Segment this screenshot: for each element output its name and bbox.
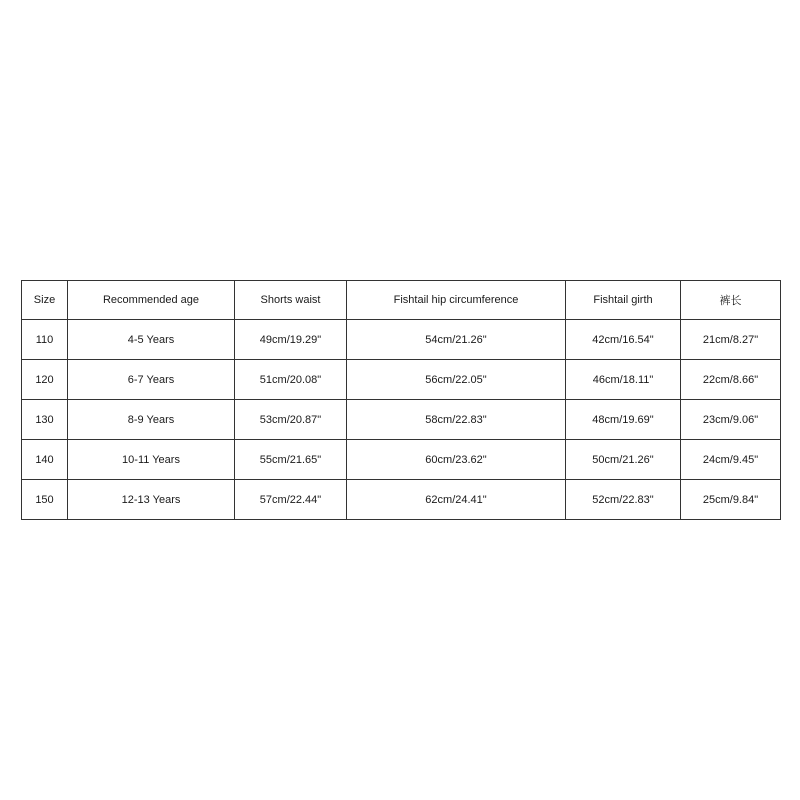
cell-size: 130	[22, 400, 68, 440]
header-fishtail-hip: Fishtail hip circumference	[347, 281, 566, 320]
cell-girth: 52cm/22.83"	[566, 480, 681, 520]
cell-girth: 42cm/16.54"	[566, 320, 681, 360]
cell-age: 8-9 Years	[68, 400, 235, 440]
table-row	[22, 440, 781, 480]
cell-size: 120	[22, 360, 68, 400]
cell-waist: 55cm/21.65"	[235, 440, 347, 480]
cell-length: 21cm/8.27"	[681, 320, 781, 360]
cell-girth: 48cm/19.69"	[566, 400, 681, 440]
cell-length: 22cm/8.66"	[681, 360, 781, 400]
cell-hip: 60cm/23.62"	[347, 440, 566, 480]
cell-hip: 62cm/24.41"	[347, 480, 566, 520]
cell-length: 23cm/9.06"	[681, 400, 781, 440]
cell-girth: 46cm/18.11"	[566, 360, 681, 400]
header-fishtail-girth: Fishtail girth	[566, 281, 681, 320]
header-recommended-age: Recommended age	[68, 281, 235, 320]
cell-age: 4-5 Years	[68, 320, 235, 360]
cell-size: 150	[22, 480, 68, 520]
cell-girth: 50cm/21.26"	[566, 440, 681, 480]
header-row	[22, 281, 781, 320]
cell-waist: 49cm/19.29"	[235, 320, 347, 360]
header-shorts-waist: Shorts waist	[235, 281, 347, 320]
cell-age: 12-13 Years	[68, 480, 235, 520]
header-size: Size	[22, 281, 68, 320]
table-row	[22, 480, 781, 520]
cell-age: 6-7 Years	[68, 360, 235, 400]
table-row	[22, 400, 781, 440]
size-chart-table	[21, 280, 781, 520]
cell-waist: 51cm/20.08"	[235, 360, 347, 400]
cell-hip: 54cm/21.26"	[347, 320, 566, 360]
table-row	[22, 360, 781, 400]
cell-age: 10-11 Years	[68, 440, 235, 480]
cell-waist: 57cm/22.44"	[235, 480, 347, 520]
header-pants-length: 裤长	[681, 281, 781, 320]
cell-length: 24cm/9.45"	[681, 440, 781, 480]
cell-waist: 53cm/20.87"	[235, 400, 347, 440]
cell-size: 110	[22, 320, 68, 360]
cell-hip: 58cm/22.83"	[347, 400, 566, 440]
cell-length: 25cm/9.84"	[681, 480, 781, 520]
table-row	[22, 320, 781, 360]
cell-size: 140	[22, 440, 68, 480]
cell-hip: 56cm/22.05"	[347, 360, 566, 400]
